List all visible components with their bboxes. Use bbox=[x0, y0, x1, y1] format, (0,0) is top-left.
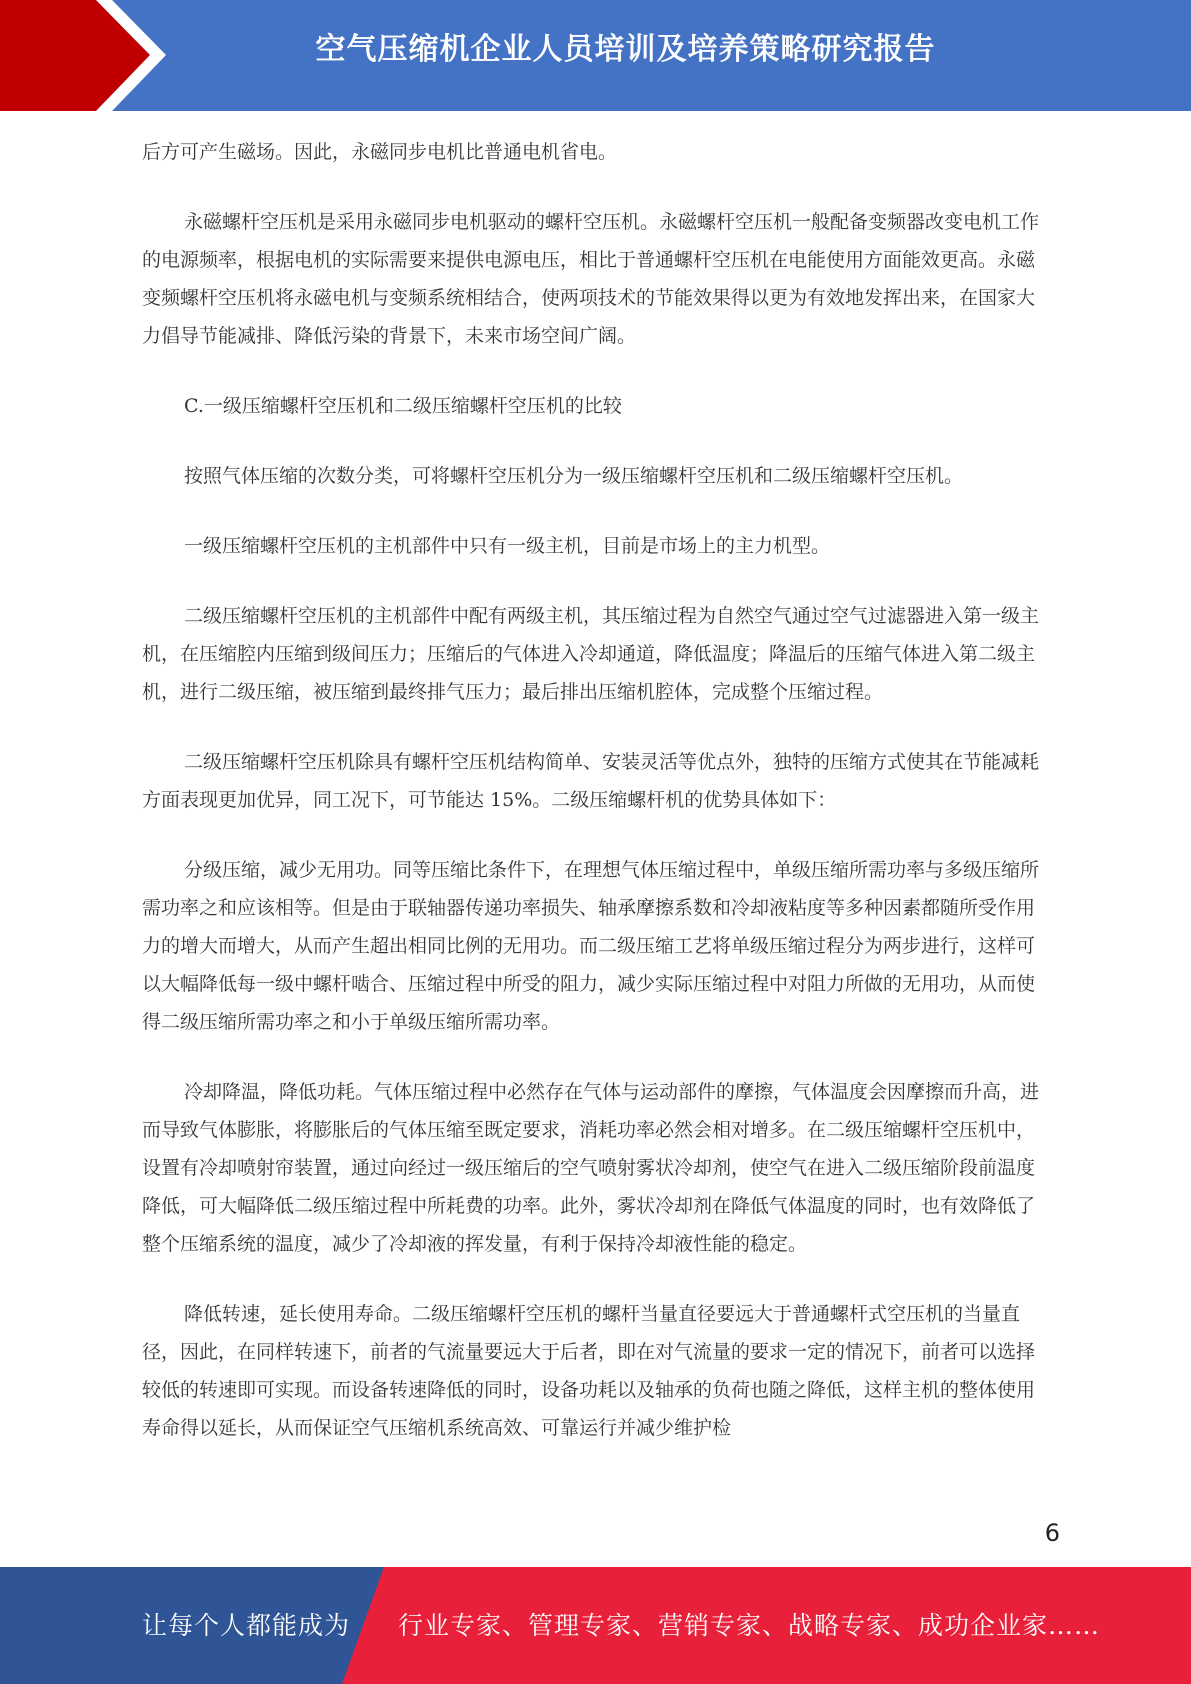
paragraph-lower-speed: 降低转速，延长使用寿命。二级压缩螺杆空压机的螺杆当量直径要远大于普通螺杆式空压机的当量直径，因此，在同样转速下，前者的气流量要远大于后者，即在对气流量的要求一定的情况下，前者可以选择较低的转速即可实现。而设备转速降低的同时，设备功耗以及轴承的负荷也随之降低，这样主机的整体使用寿命得以延长，从而保证空气压缩机系统高效、可靠运行并减少维护检 bbox=[142, 1303, 1036, 1439]
section-heading-c: C.一级压缩螺杆空压机和二级压缩螺杆空压机的比较 bbox=[184, 395, 622, 417]
document-body bbox=[142, 133, 1050, 1479]
page-number: 6 bbox=[1044, 1519, 1060, 1547]
paragraph-classification: 按照气体压缩的次数分类，可将螺杆空压机分为一级压缩螺杆空压机和二级压缩螺杆空压机。 bbox=[184, 465, 964, 487]
paragraph-pm-screw-compressor: 永磁螺杆空压机是采用永磁同步电机驱动的螺杆空压机。永磁螺杆空压机一般配备变频器改变电机工作的电源频率，根据电机的实际需要来提供电源电压，相比于普通螺杆空压机在电能使用方面能效更高。永磁变频螺杆空压机将永磁电机与变频系统相结合，使两项技术的节能效果得以更为有效地发挥出来，在国家大力倡导节能减排、降低污染的背景下，未来市场空间广阔。 bbox=[142, 211, 1040, 347]
report-title: 空气压缩机企业人员培训及培养策略研究报告 bbox=[315, 32, 936, 67]
paragraph-two-stage-process: 二级压缩螺杆空压机的主机部件中配有两级主机，其压缩过程为自然空气通过空气过滤器进入第一级主机，在压缩腔内压缩到级间压力；压缩后的气体进入冷却通道，降低温度；降温后的压缩气体进入第二级主机，进行二级压缩，被压缩到最终排气压力；最后排出压缩机腔体，完成整个压缩过程。 bbox=[142, 605, 1040, 703]
page-header bbox=[0, 0, 1191, 111]
footer-slogan-right: 行业专家、管理专家、营销专家、战略专家、成功企业家…… bbox=[398, 1611, 1101, 1640]
footer-slogan-left: 让每个人都能成为 bbox=[142, 1611, 351, 1640]
paragraph-cooling: 冷却降温，降低功耗。气体压缩过程中必然存在气体与运动部件的摩擦，气体温度会因摩擦而升高，进而导致气体膨胀，将膨胀后的气体压缩至既定要求，消耗功率必然会相对增多。在二级压缩螺杆空压机中，设置有冷却喷射帘装置，通过向经过一级压缩后的空气喷射雾状冷却剂，使空气在进入二级压缩阶段前温度降低，可大幅降低二级压缩过程中所耗费的功率。此外，雾状冷却剂在降低气体温度的同时，也有效降低了整个压缩系统的温度，减少了冷却液的挥发量，有利于保持冷却液性能的稳定。 bbox=[142, 1081, 1040, 1255]
paragraph-continuation: 后方可产生磁场。因此，永磁同步电机比普通电机省电。 bbox=[142, 141, 618, 163]
page-footer bbox=[0, 1567, 1191, 1684]
paragraph-two-stage-advantages: 二级压缩螺杆空压机除具有螺杆空压机结构简单、安装灵活等优点外，独特的压缩方式使其在节能减耗方面表现更加优异，同工况下，可节能达 15%。二级压缩螺杆机的优势具体如下： bbox=[142, 751, 1040, 811]
paragraph-single-stage: 一级压缩螺杆空压机的主机部件中只有一级主机，目前是市场上的主力机型。 bbox=[184, 535, 831, 557]
paragraph-staged-compression: 分级压缩，减少无用功。同等压缩比条件下，在理想气体压缩过程中，单级压缩所需功率与多级压缩所需功率之和应该相等。但是由于联轴器传递功率损失、轴承摩擦系数和冷却液粘度等多种因素都随所受作用力的增大而增大，从而产生超出相同比例的无用功。而二级压缩工艺将单级压缩过程分为两步进行，这样可以大幅降低每一级中螺杆啮合、压缩过程中所受的阻力，减少实际压缩过程中对阻力所做的无用功，从而使得二级压缩所需功率之和小于单级压缩所需功率。 bbox=[142, 859, 1040, 1033]
